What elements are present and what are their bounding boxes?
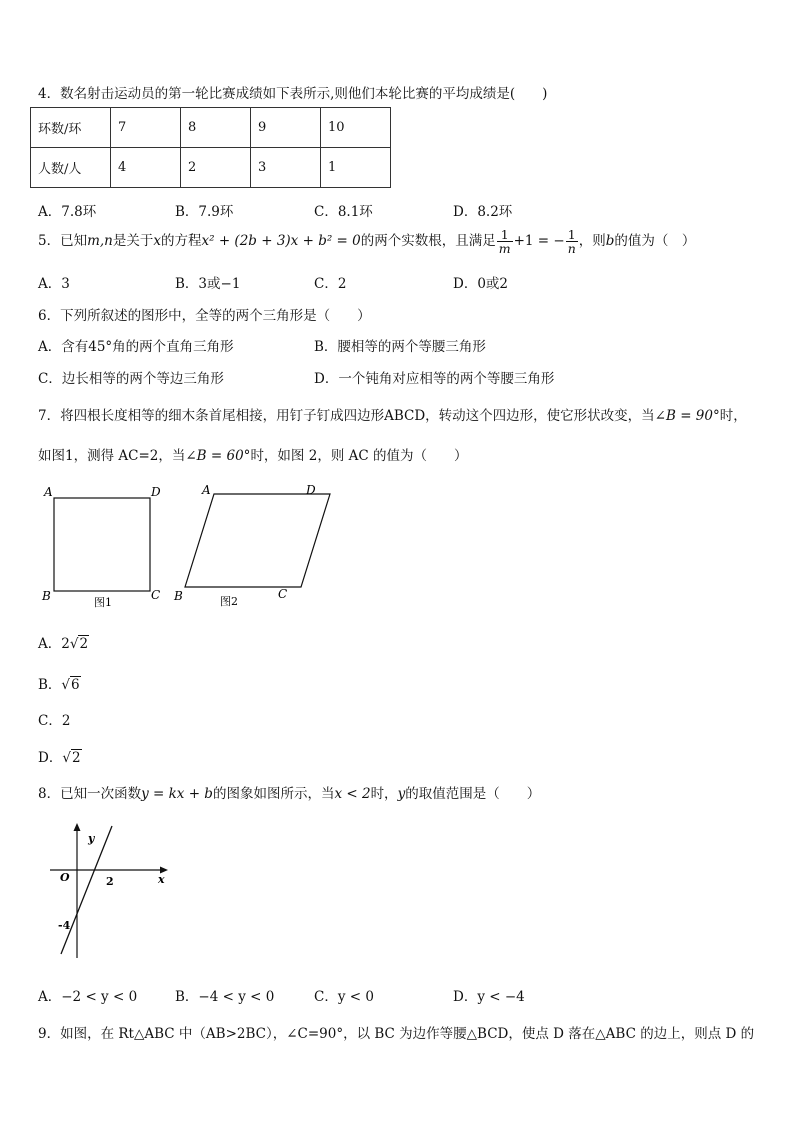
q8-option-d[interactable]: D．y < −4 xyxy=(453,989,525,1005)
q4-stem: 4．数名射击运动员的第一轮比赛成绩如下表所示,则他们本轮比赛的平均成绩是( ) xyxy=(38,86,548,102)
table-cell: 2 xyxy=(181,148,251,188)
fraction: $\frac{1}{n}$ xyxy=(567,227,576,257)
table-cell: 8 xyxy=(181,108,251,148)
table-row xyxy=(31,108,391,148)
figure-caption: 图1 xyxy=(94,596,112,609)
figure-caption: 图2 xyxy=(220,595,238,608)
q4-option-d[interactable]: D．8.2环 xyxy=(453,204,513,220)
vertex-label: D xyxy=(306,483,316,497)
function-line xyxy=(61,826,112,954)
q6-option-b[interactable]: B．腰相等的两个等腰三角形 xyxy=(314,339,486,355)
q4-option-c[interactable]: C．8.1环 xyxy=(314,204,373,220)
q7-figures xyxy=(30,480,350,615)
table-cell: 人数/人 xyxy=(31,148,111,188)
table-cell: 10 xyxy=(321,108,391,148)
x-axis-label: x xyxy=(158,873,165,886)
table-cell: 9 xyxy=(251,108,321,148)
q8-graph xyxy=(40,818,180,963)
q9-stem: 9．如图，在 Rt△ABC 中（AB>2BC），∠C=90°，以 BC 为边作等腰△BCD，使点 D 落在△ABC 的边上，则点 D 的 xyxy=(38,1026,755,1042)
table-cell: 4 xyxy=(111,148,181,188)
q7-option-d[interactable]: D．√2 xyxy=(38,750,81,766)
q8-option-a[interactable]: A．−2 < y < 0 xyxy=(38,989,138,1005)
vertex-label: A xyxy=(44,485,53,499)
figure-1-square xyxy=(41,485,161,609)
q7-option-c[interactable]: C．2 xyxy=(38,713,71,729)
figure-2-rhombus xyxy=(173,483,330,608)
q4-option-a[interactable]: A．7.8环 xyxy=(38,204,97,220)
q8-option-b[interactable]: B．−4 < y < 0 xyxy=(175,989,275,1005)
q7-line1: 7．将四根长度相等的细木条首尾相接，用钉子钉成四边形ABCD，转动这个四边形，使它形状改变，当∠B = 90°时， xyxy=(38,408,747,424)
q5-option-d[interactable]: D．0或2 xyxy=(453,276,509,292)
x-intercept-label: 2 xyxy=(106,875,114,888)
score-table xyxy=(30,107,391,188)
q6-option-a[interactable]: A．含有45°角的两个直角三角形 xyxy=(38,339,234,355)
vertex-label: A xyxy=(202,483,211,497)
q5-option-a[interactable]: A．3 xyxy=(38,276,70,292)
y-axis-label: y xyxy=(88,832,95,845)
square-shape xyxy=(54,498,150,591)
q5-stem: 5．已知m,n是关于x的方程x² + (2b + 3)x + b² = 0的两个实数根，且满足 $\frac{1}{m}$ +1 = − $\frac{1}{n}$ ，则b的值为（ ） xyxy=(38,227,696,257)
q6-option-c[interactable]: C．边长相等的两个等边三角形 xyxy=(38,371,224,387)
vertex-label: B xyxy=(42,589,51,603)
q5-option-c[interactable]: C．2 xyxy=(314,276,347,292)
q7-option-a[interactable]: A．2√2 xyxy=(38,636,89,652)
q6-stem: 6．下列所叙述的图形中，全等的两个三角形是（ ） xyxy=(38,308,371,324)
q7-option-b[interactable]: B．√6 xyxy=(38,677,80,693)
q7-line2: 如图1，测得 AC=2，当∠B = 60°时，如图 2，则 AC 的值为（ ） xyxy=(38,448,468,464)
q4-option-b[interactable]: B．7.9环 xyxy=(175,204,234,220)
q8-stem: 8．已知一次函数y = kx + b的图象如图所示，当x < 2时，y的取值范围是（ ） xyxy=(38,786,541,802)
q5-option-b[interactable]: B．3或−1 xyxy=(175,276,241,292)
rhombus-shape xyxy=(185,494,330,587)
vertex-label: D xyxy=(151,485,161,499)
origin-label: O xyxy=(60,871,70,884)
vertex-label: C xyxy=(151,588,161,602)
fraction: $\frac{1}{m}$ xyxy=(498,227,511,257)
q6-option-d[interactable]: D．一个钝角对应相等的两个等腰三角形 xyxy=(314,371,555,387)
y-intercept-label: -4 xyxy=(58,919,71,932)
table-cell: 7 xyxy=(111,108,181,148)
table-row xyxy=(31,148,391,188)
y-axis-arrow-icon xyxy=(74,823,81,831)
q8-option-c[interactable]: C．y < 0 xyxy=(314,989,374,1005)
table-cell: 3 xyxy=(251,148,321,188)
table-cell: 1 xyxy=(321,148,391,188)
table-cell: 环数/环 xyxy=(31,108,111,148)
q5-equation: x² + (2b + 3)x + b² = 0 xyxy=(201,233,361,250)
vertex-label: B xyxy=(174,589,183,603)
vertex-label: C xyxy=(278,587,288,601)
